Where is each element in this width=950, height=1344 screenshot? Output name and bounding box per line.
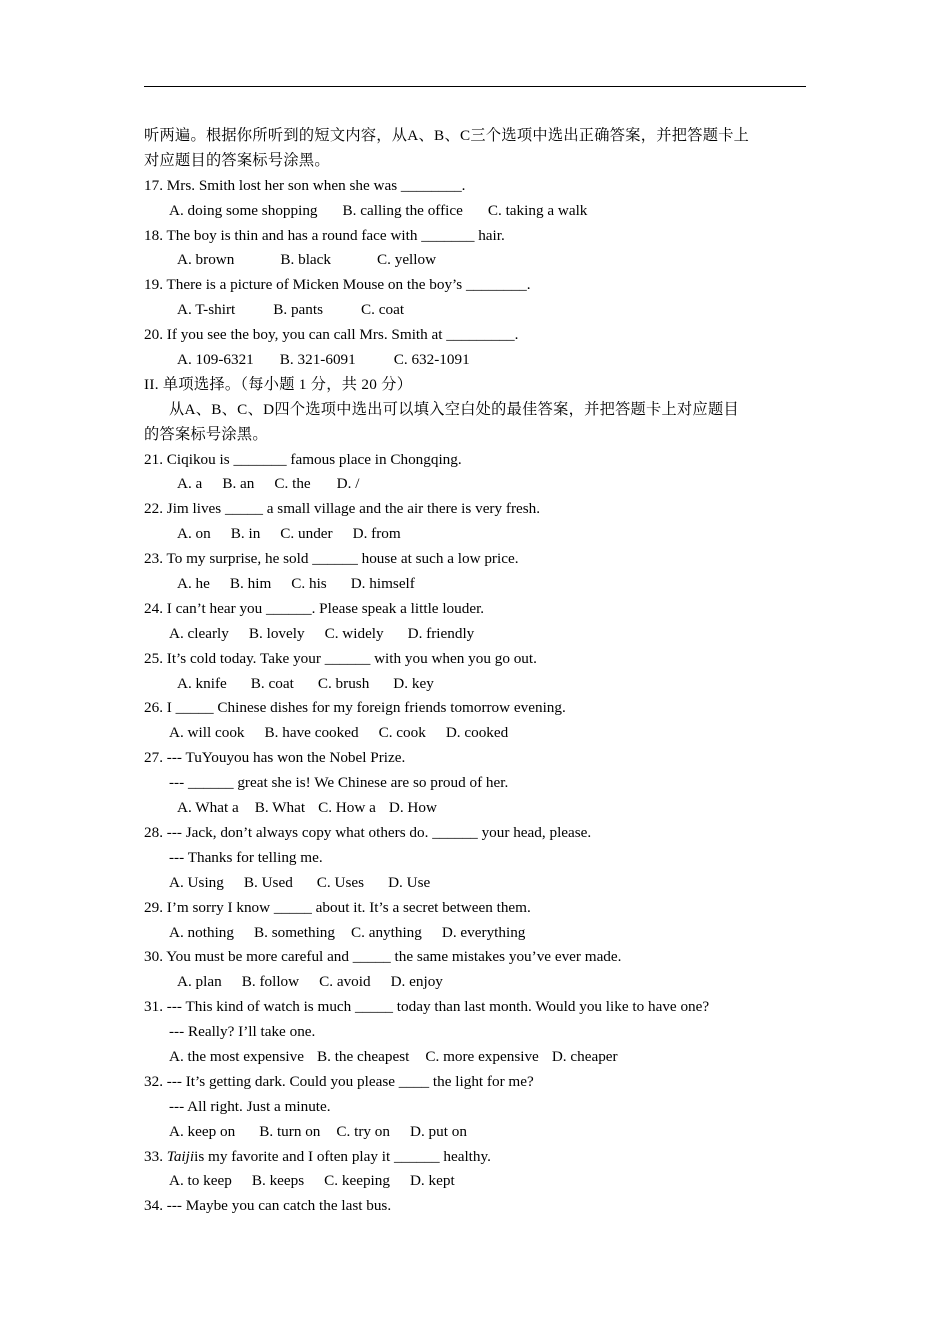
question-27: 27. --- TuYouyou has won the Nobel Prize. <box>144 749 406 767</box>
question-30: 30. You must be more careful and _____ the same mistakes you’ve ever made. <box>144 948 622 966</box>
option: A. the most expensive <box>169 1047 304 1065</box>
option: C. under <box>280 525 333 543</box>
section-instruction-line1: 从A、B、C、D四个选项中选出可以填入空白处的最佳答案，并把答题卡上对应题目 <box>169 400 739 418</box>
option: B. him <box>229 575 272 593</box>
question-33 <box>144 1145 806 1170</box>
option: D. kept <box>409 1172 455 1190</box>
options-23 <box>144 572 806 597</box>
header-rule <box>144 86 806 87</box>
option: A. 109-6321 <box>177 351 254 369</box>
option: B. black <box>280 251 331 269</box>
options-18 <box>144 248 806 273</box>
option: B. something <box>253 923 335 941</box>
option: A. knife <box>177 674 227 692</box>
option: D. himself <box>350 575 415 593</box>
option: C. 632-1091 <box>393 351 470 369</box>
option: A. will cook <box>169 724 245 742</box>
option: C. more expensive <box>425 1047 539 1065</box>
option: C. his <box>291 575 327 593</box>
listening-instruction-line2: 对应题目的答案标号涂黑。 <box>144 151 330 169</box>
option: B. calling the office <box>342 201 463 219</box>
option: A. clearly <box>169 624 229 642</box>
option: C. anything <box>351 923 422 941</box>
section-instruction-line2: 的答案标号涂黑。 <box>144 425 268 443</box>
option: B. an <box>222 475 255 493</box>
option: A. keep on <box>169 1122 236 1140</box>
listening-instruction-line1: 听两遍。根据你所听到的短文内容，从A、B、C三个选项中选出正确答案，并把答题卡上 <box>144 127 750 144</box>
option: C. keeping <box>324 1172 390 1190</box>
option: D. enjoy <box>390 973 443 991</box>
option: A. T-shirt <box>177 301 236 319</box>
options-25 <box>144 672 806 697</box>
options-19 <box>144 298 806 323</box>
options-27 <box>144 796 806 821</box>
options-30 <box>144 970 806 995</box>
option: A. nothing <box>169 923 234 941</box>
option: A. a <box>177 475 203 493</box>
question-19: 19. There is a picture of Micken Mouse on the boy’s ________. <box>144 276 531 294</box>
option: B. What <box>254 799 306 817</box>
question-26: 26. I _____ Chinese dishes for my foreign friends tomorrow evening. <box>144 699 566 717</box>
option: C. try on <box>336 1122 390 1140</box>
option: A. What a <box>177 799 239 817</box>
option: B. 321-6091 <box>279 351 356 369</box>
options-28 <box>144 871 806 896</box>
option: D. friendly <box>407 624 475 642</box>
question-31-response: --- Really? I’ll take one. <box>169 1023 316 1041</box>
options-21 <box>144 472 806 497</box>
option: B. in <box>230 525 261 543</box>
option: C. brush <box>317 674 370 692</box>
question-text: is my favorite and I often play it ______ healthy. <box>194 1147 491 1165</box>
option: D. everything <box>441 923 526 941</box>
option: C. cook <box>378 724 426 742</box>
option: C. avoid <box>319 973 371 991</box>
option: B. pants <box>273 301 324 319</box>
question-18: 18. The boy is thin and has a round face with _______ hair. <box>144 226 505 244</box>
option: A. on <box>177 525 211 543</box>
option: C. coat <box>361 301 405 319</box>
options-26 <box>144 721 806 746</box>
option: A. brown <box>177 251 235 269</box>
question-17: 17. Mrs. Smith lost her son when she was ________. <box>144 176 466 194</box>
option: D. put on <box>410 1122 467 1140</box>
options-24 <box>144 622 806 647</box>
option: C. taking a walk <box>487 201 588 219</box>
option: D. cheaper <box>551 1047 618 1065</box>
options-29 <box>144 921 806 946</box>
option: B. keeps <box>251 1172 305 1190</box>
option: D. How <box>388 799 437 817</box>
option: B. follow <box>241 973 300 991</box>
option: A. doing some shopping <box>169 201 318 219</box>
option: A. plan <box>177 973 222 991</box>
options-20 <box>144 348 806 373</box>
option: B. have cooked <box>264 724 359 742</box>
exam-page <box>144 124 806 1219</box>
section-heading: II. 单项选择。（每小题 1 分，共 20 分） <box>144 375 413 393</box>
option: B. turn on <box>259 1122 321 1140</box>
option: A. to keep <box>169 1172 232 1190</box>
option: C. the <box>274 475 311 493</box>
option: C. yellow <box>377 251 437 269</box>
option: C. widely <box>324 624 384 642</box>
question-21: 21. Ciqikou is _______ famous place in Chongqing. <box>144 450 462 468</box>
options-17 <box>144 199 806 224</box>
options-31 <box>144 1045 806 1070</box>
italic-term: Taiji <box>166 1147 195 1165</box>
option: B. coat <box>250 674 294 692</box>
option: C. How a <box>318 799 376 817</box>
option: B. Used <box>243 873 293 891</box>
option: D. Use <box>388 873 431 891</box>
question-20: 20. If you see the boy, you can call Mrs. Smith at _________. <box>144 326 519 344</box>
question-number: 33. <box>144 1147 167 1165</box>
question-24: 24. I can’t hear you ______. Please speak a little louder. <box>144 599 485 617</box>
options-33 <box>144 1169 806 1194</box>
options-32 <box>144 1120 806 1145</box>
question-32: 32. --- It’s getting dark. Could you please ____ the light for me? <box>144 1072 534 1090</box>
option: C. Uses <box>316 873 365 891</box>
question-28-response: --- Thanks for telling me. <box>169 848 323 866</box>
question-22: 22. Jim lives _____ a small village and the air there is very fresh. <box>144 500 541 518</box>
option: B. lovely <box>248 624 305 642</box>
option: A. he <box>177 575 210 593</box>
question-27-response: --- ______ great she is! We Chinese are so proud of her. <box>169 774 509 792</box>
question-28: 28. --- Jack, don’t always copy what others do. ______ your head, please. <box>144 823 592 841</box>
question-23: 23. To my surprise, he sold ______ house at such a low price. <box>144 550 519 568</box>
question-29: 29. I’m sorry I know _____ about it. It’s a secret between them. <box>144 898 531 916</box>
option: D. key <box>393 674 434 692</box>
option: A. Using <box>169 873 224 891</box>
option: D. / <box>336 475 360 493</box>
option: B. the cheapest <box>316 1047 410 1065</box>
question-31: 31. --- This kind of watch is much _____ today than last month. Would you like to have one? <box>144 998 710 1016</box>
question-34: 34. --- Maybe you can catch the last bus. <box>144 1197 392 1215</box>
question-32-response: --- All right. Just a minute. <box>169 1097 331 1115</box>
question-25: 25. It’s cold today. Take your ______ with you when you go out. <box>144 649 537 667</box>
option: D. cooked <box>445 724 509 742</box>
options-22 <box>144 522 806 547</box>
option: D. from <box>352 525 401 543</box>
